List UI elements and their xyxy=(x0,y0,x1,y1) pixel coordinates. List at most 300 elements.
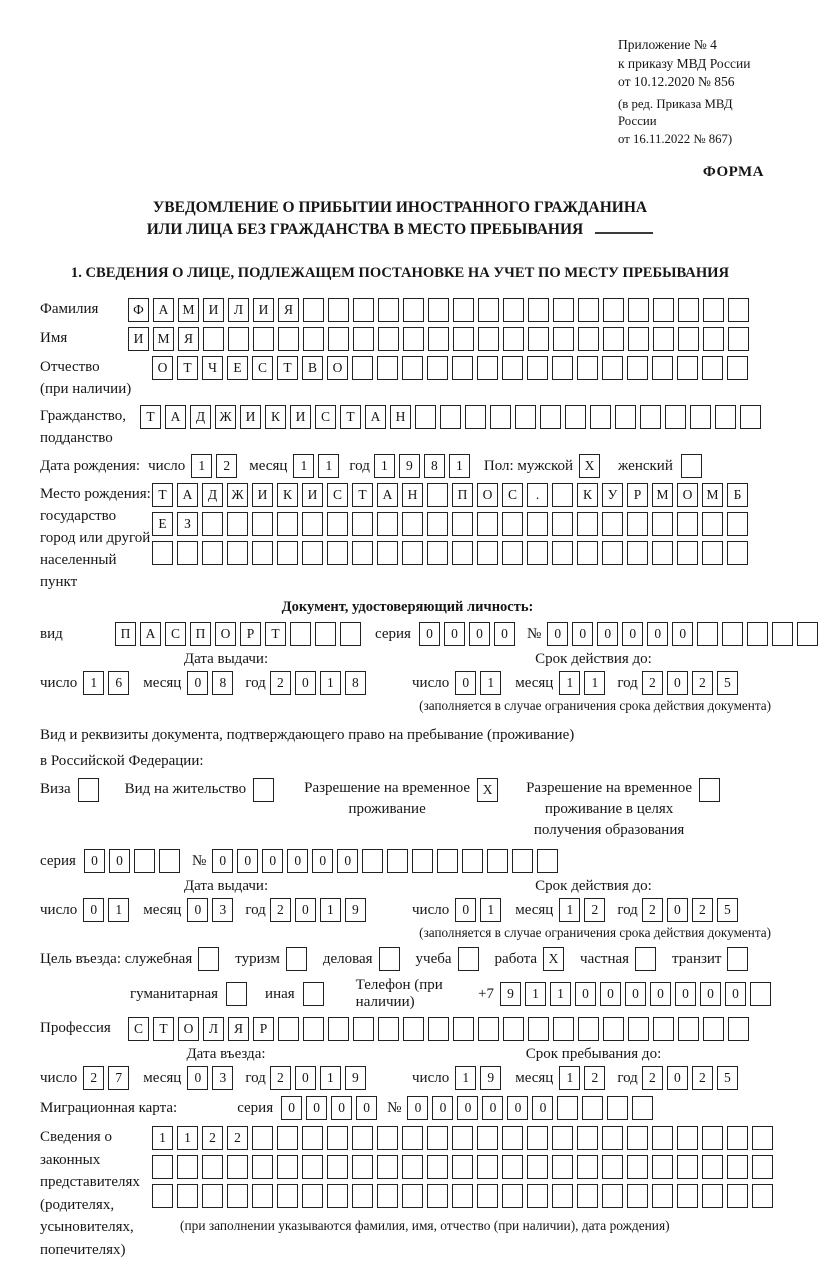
char-box[interactable] xyxy=(465,405,486,429)
char-box[interactable] xyxy=(602,1155,623,1179)
char-box[interactable] xyxy=(427,356,448,380)
char-box[interactable] xyxy=(477,512,498,536)
name-boxes[interactable] xyxy=(128,327,753,351)
char-box[interactable]: М xyxy=(153,327,174,351)
char-box[interactable] xyxy=(362,849,383,873)
char-box[interactable] xyxy=(728,1017,749,1041)
char-box[interactable]: Т xyxy=(277,356,298,380)
checkbox-purpose-study[interactable] xyxy=(458,947,483,971)
char-box[interactable] xyxy=(327,1155,348,1179)
char-box[interactable] xyxy=(527,512,548,536)
char-box[interactable] xyxy=(681,454,702,478)
char-box[interactable]: И xyxy=(240,405,261,429)
char-box[interactable] xyxy=(607,1096,628,1120)
char-box[interactable] xyxy=(402,512,423,536)
stay-year-boxes[interactable] xyxy=(642,1066,742,1090)
char-box[interactable] xyxy=(303,298,324,322)
char-box[interactable] xyxy=(377,1184,398,1208)
char-box[interactable]: 0 xyxy=(444,622,465,646)
char-box[interactable]: О xyxy=(152,356,173,380)
char-box[interactable] xyxy=(552,541,573,565)
char-box[interactable] xyxy=(627,1126,648,1150)
char-box[interactable]: Т xyxy=(153,1017,174,1041)
char-box[interactable] xyxy=(677,1126,698,1150)
char-box[interactable]: 0 xyxy=(547,622,568,646)
char-box[interactable]: С xyxy=(252,356,273,380)
char-box[interactable] xyxy=(302,512,323,536)
permit-valid-month-boxes[interactable] xyxy=(559,898,609,922)
char-box[interactable]: 0 xyxy=(306,1096,327,1120)
char-box[interactable] xyxy=(437,849,458,873)
char-box[interactable]: И xyxy=(253,298,274,322)
char-box[interactable]: 2 xyxy=(270,898,291,922)
char-box[interactable]: 0 xyxy=(455,671,476,695)
char-box[interactable]: 1 xyxy=(177,1126,198,1150)
char-box[interactable] xyxy=(177,541,198,565)
char-box[interactable]: 2 xyxy=(227,1126,248,1150)
char-box[interactable]: 1 xyxy=(374,454,395,478)
char-box[interactable] xyxy=(652,1126,673,1150)
char-box[interactable] xyxy=(677,1155,698,1179)
char-box[interactable] xyxy=(377,1126,398,1150)
char-box[interactable]: 0 xyxy=(455,898,476,922)
char-box[interactable] xyxy=(427,541,448,565)
char-box[interactable]: Б xyxy=(727,483,748,507)
doc-issue-day-boxes[interactable] xyxy=(83,671,133,695)
char-box[interactable] xyxy=(702,541,723,565)
char-box[interactable]: Т xyxy=(177,356,198,380)
char-box[interactable] xyxy=(453,327,474,351)
char-box[interactable] xyxy=(303,1017,324,1041)
char-box[interactable] xyxy=(702,356,723,380)
char-box[interactable] xyxy=(653,1017,674,1041)
char-box[interactable] xyxy=(503,1017,524,1041)
doc-valid-month-boxes[interactable] xyxy=(559,671,609,695)
char-box[interactable] xyxy=(632,1096,653,1120)
char-box[interactable] xyxy=(303,982,324,1006)
char-box[interactable] xyxy=(728,327,749,351)
char-box[interactable]: А xyxy=(165,405,186,429)
char-box[interactable]: 0 xyxy=(600,982,621,1006)
char-box[interactable]: 2 xyxy=(692,671,713,695)
char-box[interactable] xyxy=(252,512,273,536)
char-box[interactable]: Т xyxy=(352,483,373,507)
checkbox-visa[interactable] xyxy=(78,778,103,802)
char-box[interactable] xyxy=(527,356,548,380)
char-box[interactable] xyxy=(577,1155,598,1179)
char-box[interactable]: Т xyxy=(340,405,361,429)
char-box[interactable] xyxy=(352,541,373,565)
char-box[interactable]: Е xyxy=(227,356,248,380)
char-box[interactable] xyxy=(387,849,408,873)
char-box[interactable] xyxy=(527,1126,548,1150)
char-box[interactable] xyxy=(252,1155,273,1179)
char-box[interactable] xyxy=(603,298,624,322)
char-box[interactable] xyxy=(528,327,549,351)
birthplace-boxes-2[interactable] xyxy=(152,512,752,536)
char-box[interactable]: 0 xyxy=(407,1096,428,1120)
char-box[interactable] xyxy=(427,1155,448,1179)
char-box[interactable] xyxy=(628,298,649,322)
char-box[interactable] xyxy=(577,356,598,380)
char-box[interactable]: И xyxy=(252,483,273,507)
char-box[interactable]: 0 xyxy=(295,671,316,695)
char-box[interactable]: 0 xyxy=(295,898,316,922)
char-box[interactable]: Н xyxy=(390,405,411,429)
entry-day-boxes[interactable] xyxy=(83,1066,133,1090)
char-box[interactable]: 7 xyxy=(108,1066,129,1090)
char-box[interactable]: И xyxy=(203,298,224,322)
char-box[interactable]: 0 xyxy=(337,849,358,873)
char-box[interactable] xyxy=(602,1184,623,1208)
phone-boxes[interactable] xyxy=(500,982,775,1006)
permit-number-boxes[interactable] xyxy=(212,849,562,873)
char-box[interactable] xyxy=(553,327,574,351)
char-box[interactable] xyxy=(552,1184,573,1208)
char-box[interactable]: 0 xyxy=(647,622,668,646)
char-box[interactable] xyxy=(557,1096,578,1120)
checkbox-temp-residence[interactable] xyxy=(477,778,502,802)
char-box[interactable] xyxy=(750,982,771,1006)
char-box[interactable] xyxy=(715,405,736,429)
char-box[interactable]: 1 xyxy=(550,982,571,1006)
char-box[interactable] xyxy=(727,1184,748,1208)
char-box[interactable] xyxy=(378,1017,399,1041)
char-box[interactable]: О xyxy=(215,622,236,646)
char-box[interactable] xyxy=(403,327,424,351)
char-box[interactable] xyxy=(327,512,348,536)
checkbox-purpose-transit[interactable] xyxy=(727,947,752,971)
char-box[interactable]: 0 xyxy=(212,849,233,873)
char-box[interactable]: 2 xyxy=(584,1066,605,1090)
char-box[interactable] xyxy=(427,512,448,536)
char-box[interactable]: 1 xyxy=(584,671,605,695)
char-box[interactable]: 9 xyxy=(399,454,420,478)
char-box[interactable]: 0 xyxy=(650,982,671,1006)
char-box[interactable]: С xyxy=(502,483,523,507)
char-box[interactable] xyxy=(512,849,533,873)
char-box[interactable] xyxy=(226,982,247,1006)
char-box[interactable] xyxy=(652,541,673,565)
char-box[interactable] xyxy=(328,1017,349,1041)
char-box[interactable] xyxy=(577,512,598,536)
char-box[interactable] xyxy=(627,1155,648,1179)
char-box[interactable] xyxy=(227,1184,248,1208)
stay-month-boxes[interactable] xyxy=(559,1066,609,1090)
char-box[interactable] xyxy=(477,1155,498,1179)
char-box[interactable] xyxy=(227,512,248,536)
char-box[interactable] xyxy=(302,1126,323,1150)
char-box[interactable] xyxy=(627,1184,648,1208)
char-box[interactable] xyxy=(640,405,661,429)
char-box[interactable]: 0 xyxy=(419,622,440,646)
char-box[interactable]: Р xyxy=(240,622,261,646)
char-box[interactable] xyxy=(402,541,423,565)
doc-issue-year-boxes[interactable] xyxy=(270,671,370,695)
char-box[interactable]: Р xyxy=(253,1017,274,1041)
char-box[interactable] xyxy=(379,947,400,971)
char-box[interactable] xyxy=(440,405,461,429)
char-box[interactable] xyxy=(253,327,274,351)
char-box[interactable] xyxy=(159,849,180,873)
char-box[interactable] xyxy=(652,356,673,380)
char-box[interactable] xyxy=(727,1126,748,1150)
char-box[interactable] xyxy=(615,405,636,429)
guardians-boxes-3[interactable] xyxy=(152,1184,777,1208)
char-box[interactable] xyxy=(377,1155,398,1179)
char-box[interactable] xyxy=(527,1155,548,1179)
char-box[interactable]: С xyxy=(315,405,336,429)
char-box[interactable] xyxy=(703,298,724,322)
char-box[interactable] xyxy=(677,1184,698,1208)
char-box[interactable] xyxy=(277,1184,298,1208)
char-box[interactable]: 0 xyxy=(281,1096,302,1120)
checkbox-purpose-tourism[interactable] xyxy=(286,947,311,971)
char-box[interactable]: 1 xyxy=(559,671,580,695)
char-box[interactable]: 0 xyxy=(287,849,308,873)
profession-boxes[interactable] xyxy=(128,1017,753,1041)
char-box[interactable] xyxy=(458,947,479,971)
char-box[interactable] xyxy=(377,356,398,380)
char-box[interactable]: 0 xyxy=(625,982,646,1006)
char-box[interactable]: Т xyxy=(152,483,173,507)
char-box[interactable] xyxy=(278,327,299,351)
char-box[interactable]: Л xyxy=(228,298,249,322)
char-box[interactable]: 0 xyxy=(482,1096,503,1120)
char-box[interactable] xyxy=(253,778,274,802)
char-box[interactable] xyxy=(578,298,599,322)
doc-series-boxes[interactable] xyxy=(419,622,519,646)
char-box[interactable] xyxy=(752,1155,773,1179)
patronymic-boxes[interactable] xyxy=(152,356,752,380)
char-box[interactable] xyxy=(452,512,473,536)
char-box[interactable]: 0 xyxy=(672,622,693,646)
char-box[interactable] xyxy=(277,1155,298,1179)
char-box[interactable] xyxy=(772,622,793,646)
char-box[interactable] xyxy=(653,327,674,351)
char-box[interactable] xyxy=(537,849,558,873)
char-box[interactable]: 8 xyxy=(212,671,233,695)
char-box[interactable] xyxy=(502,541,523,565)
char-box[interactable] xyxy=(412,849,433,873)
char-box[interactable] xyxy=(353,327,374,351)
char-box[interactable] xyxy=(134,849,155,873)
char-box[interactable]: 3 xyxy=(212,1066,233,1090)
char-box[interactable]: 2 xyxy=(692,898,713,922)
permit-issue-year-boxes[interactable] xyxy=(270,898,370,922)
char-box[interactable]: 0 xyxy=(667,671,688,695)
char-box[interactable] xyxy=(582,1096,603,1120)
char-box[interactable] xyxy=(552,483,573,507)
checkbox-residence-permit[interactable] xyxy=(253,778,278,802)
char-box[interactable] xyxy=(202,541,223,565)
char-box[interactable]: Е xyxy=(152,512,173,536)
char-box[interactable] xyxy=(378,327,399,351)
char-box[interactable] xyxy=(177,1155,198,1179)
checkbox-purpose-business[interactable] xyxy=(379,947,404,971)
char-box[interactable]: Я xyxy=(228,1017,249,1041)
char-box[interactable]: 2 xyxy=(83,1066,104,1090)
char-box[interactable]: Д xyxy=(202,483,223,507)
char-box[interactable] xyxy=(277,512,298,536)
char-box[interactable]: 0 xyxy=(295,1066,316,1090)
char-box[interactable] xyxy=(177,1184,198,1208)
char-box[interactable] xyxy=(453,1017,474,1041)
char-box[interactable] xyxy=(515,405,536,429)
char-box[interactable] xyxy=(403,298,424,322)
char-box[interactable]: У xyxy=(602,483,623,507)
char-box[interactable] xyxy=(302,1184,323,1208)
char-box[interactable] xyxy=(628,327,649,351)
char-box[interactable] xyxy=(665,405,686,429)
char-box[interactable]: О xyxy=(477,483,498,507)
char-box[interactable]: 0 xyxy=(331,1096,352,1120)
char-box[interactable]: 1 xyxy=(480,898,501,922)
char-box[interactable]: 2 xyxy=(270,671,291,695)
char-box[interactable] xyxy=(277,1126,298,1150)
char-box[interactable]: 9 xyxy=(500,982,521,1006)
char-box[interactable] xyxy=(202,1184,223,1208)
checkbox-purpose-humanitarian[interactable] xyxy=(226,982,251,1006)
char-box[interactable] xyxy=(565,405,586,429)
char-box[interactable] xyxy=(302,541,323,565)
char-box[interactable] xyxy=(352,512,373,536)
char-box[interactable] xyxy=(702,1126,723,1150)
char-box[interactable]: 0 xyxy=(237,849,258,873)
doc-valid-year-boxes[interactable] xyxy=(642,671,742,695)
char-box[interactable] xyxy=(699,778,720,802)
char-box[interactable]: К xyxy=(277,483,298,507)
char-box[interactable]: 0 xyxy=(532,1096,553,1120)
char-box[interactable] xyxy=(428,327,449,351)
char-box[interactable]: . xyxy=(527,483,548,507)
char-box[interactable] xyxy=(752,1184,773,1208)
char-box[interactable]: М xyxy=(652,483,673,507)
char-box[interactable]: X xyxy=(579,454,600,478)
checkbox-female[interactable] xyxy=(681,454,706,478)
char-box[interactable] xyxy=(328,327,349,351)
permit-valid-day-boxes[interactable] xyxy=(455,898,505,922)
char-box[interactable] xyxy=(427,483,448,507)
char-box[interactable]: 0 xyxy=(725,982,746,1006)
char-box[interactable] xyxy=(552,1155,573,1179)
char-box[interactable]: Я xyxy=(278,298,299,322)
char-box[interactable] xyxy=(252,1184,273,1208)
char-box[interactable]: 0 xyxy=(700,982,721,1006)
char-box[interactable] xyxy=(603,327,624,351)
char-box[interactable]: X xyxy=(543,947,564,971)
char-box[interactable]: Р xyxy=(627,483,648,507)
birth-month-boxes[interactable] xyxy=(293,454,343,478)
char-box[interactable]: 0 xyxy=(187,1066,208,1090)
char-box[interactable]: 1 xyxy=(83,671,104,695)
char-box[interactable]: О xyxy=(327,356,348,380)
char-box[interactable]: А xyxy=(177,483,198,507)
char-box[interactable]: 0 xyxy=(84,849,105,873)
char-box[interactable] xyxy=(502,512,523,536)
char-box[interactable] xyxy=(727,541,748,565)
char-box[interactable]: Ч xyxy=(202,356,223,380)
char-box[interactable]: 0 xyxy=(83,898,104,922)
char-box[interactable] xyxy=(477,1126,498,1150)
char-box[interactable]: Н xyxy=(402,483,423,507)
doc-number-boxes[interactable] xyxy=(547,622,822,646)
permit-series-boxes[interactable] xyxy=(84,849,184,873)
char-box[interactable] xyxy=(747,622,768,646)
stay-day-boxes[interactable] xyxy=(455,1066,505,1090)
char-box[interactable] xyxy=(697,622,718,646)
char-box[interactable] xyxy=(527,541,548,565)
char-box[interactable] xyxy=(252,541,273,565)
char-box[interactable] xyxy=(578,327,599,351)
checkbox-temp-residence-education[interactable] xyxy=(699,778,724,802)
char-box[interactable]: 0 xyxy=(675,982,696,1006)
char-box[interactable]: 1 xyxy=(559,1066,580,1090)
char-box[interactable] xyxy=(740,405,761,429)
char-box[interactable]: К xyxy=(577,483,598,507)
migration-series-boxes[interactable] xyxy=(281,1096,381,1120)
char-box[interactable]: 0 xyxy=(575,982,596,1006)
char-box[interactable] xyxy=(403,1017,424,1041)
char-box[interactable] xyxy=(352,1126,373,1150)
char-box[interactable] xyxy=(452,1126,473,1150)
char-box[interactable]: Ж xyxy=(215,405,236,429)
char-box[interactable] xyxy=(227,1155,248,1179)
char-box[interactable]: А xyxy=(140,622,161,646)
char-box[interactable] xyxy=(477,541,498,565)
char-box[interactable] xyxy=(552,356,573,380)
surname-boxes[interactable] xyxy=(128,298,753,322)
char-box[interactable] xyxy=(577,1184,598,1208)
char-box[interactable] xyxy=(277,541,298,565)
char-box[interactable] xyxy=(752,1126,773,1150)
char-box[interactable] xyxy=(602,356,623,380)
char-box[interactable] xyxy=(303,327,324,351)
char-box[interactable]: 2 xyxy=(642,1066,663,1090)
char-box[interactable] xyxy=(627,512,648,536)
char-box[interactable] xyxy=(797,622,818,646)
char-box[interactable]: 2 xyxy=(202,1126,223,1150)
char-box[interactable]: М xyxy=(702,483,723,507)
char-box[interactable]: 2 xyxy=(584,898,605,922)
char-box[interactable]: 2 xyxy=(692,1066,713,1090)
char-box[interactable] xyxy=(528,1017,549,1041)
char-box[interactable] xyxy=(352,1184,373,1208)
char-box[interactable]: П xyxy=(115,622,136,646)
char-box[interactable] xyxy=(722,622,743,646)
char-box[interactable] xyxy=(152,1184,173,1208)
permit-valid-year-boxes[interactable] xyxy=(642,898,742,922)
char-box[interactable] xyxy=(727,512,748,536)
char-box[interactable] xyxy=(452,541,473,565)
char-box[interactable] xyxy=(402,1155,423,1179)
char-box[interactable]: 0 xyxy=(312,849,333,873)
char-box[interactable] xyxy=(728,298,749,322)
char-box[interactable] xyxy=(727,1155,748,1179)
char-box[interactable] xyxy=(402,1184,423,1208)
char-box[interactable] xyxy=(527,1184,548,1208)
char-box[interactable]: Я xyxy=(178,327,199,351)
char-box[interactable] xyxy=(352,356,373,380)
char-box[interactable]: З xyxy=(177,512,198,536)
char-box[interactable]: 1 xyxy=(318,454,339,478)
char-box[interactable] xyxy=(652,512,673,536)
char-box[interactable]: 9 xyxy=(480,1066,501,1090)
char-box[interactable] xyxy=(452,356,473,380)
char-box[interactable] xyxy=(152,1155,173,1179)
char-box[interactable] xyxy=(198,947,219,971)
char-box[interactable] xyxy=(602,1126,623,1150)
